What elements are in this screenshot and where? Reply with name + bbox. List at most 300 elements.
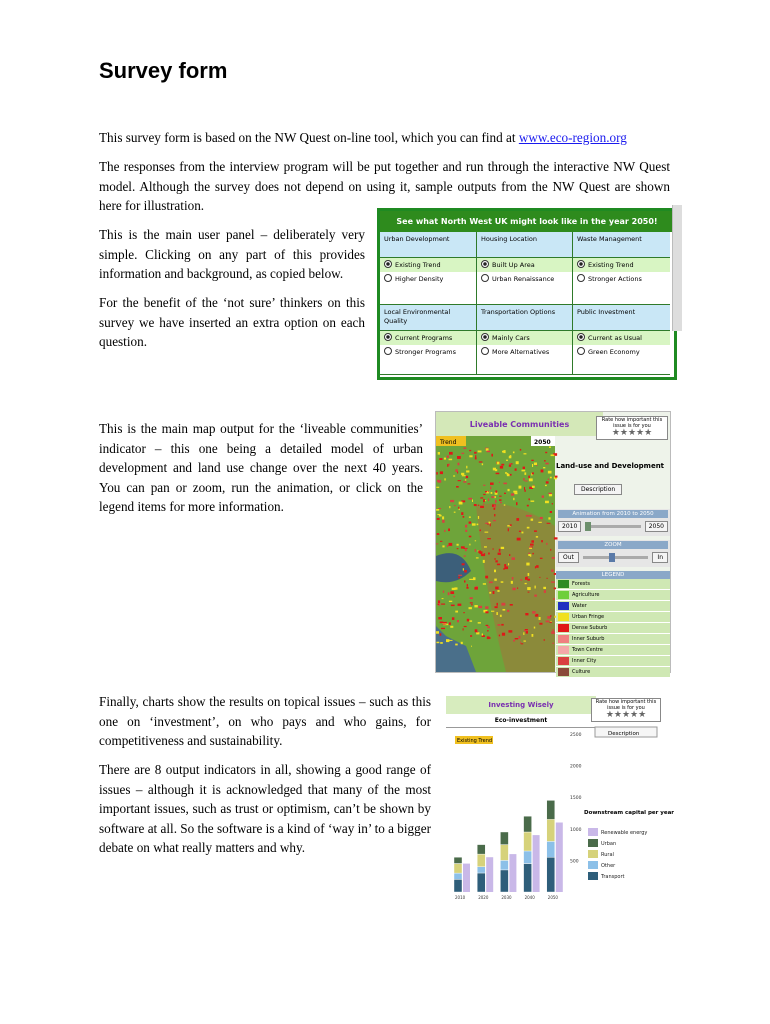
- x-tick-label: 2030: [501, 895, 512, 900]
- panel-option-2-label: Stronger Programs: [395, 348, 456, 356]
- bar-segment: [477, 854, 485, 867]
- map-urban-patch: [458, 577, 460, 579]
- map-urban-patch: [524, 487, 525, 490]
- map-urban-patch: [442, 520, 444, 523]
- map-urban-patch: [456, 486, 459, 488]
- map-urban-patch: [532, 553, 533, 554]
- legend-swatch: [558, 668, 569, 676]
- map-urban-patch: [475, 455, 476, 458]
- panel-cell[interactable]: [380, 305, 477, 375]
- map-urban-patch: [485, 606, 488, 609]
- panel-option-2[interactable]: [380, 345, 476, 359]
- panel-option-1[interactable]: [380, 258, 476, 272]
- map-urban-patch: [475, 629, 478, 632]
- radio-selected-icon[interactable]: [577, 260, 585, 268]
- map-urban-patch: [447, 464, 448, 467]
- bar-segment: [454, 879, 462, 892]
- map-urban-patch: [507, 610, 509, 612]
- map-urban-patch: [477, 631, 478, 632]
- intro-paragraph: [99, 128, 679, 148]
- panel-cell-label[interactable]: Waste Management: [573, 232, 670, 258]
- legend-item[interactable]: [556, 579, 670, 590]
- map-urban-patch: [551, 455, 555, 457]
- map-urban-patch: [513, 640, 515, 642]
- map-urban-patch: [483, 583, 486, 585]
- bar-segment: [454, 873, 462, 879]
- map-urban-patch: [459, 509, 460, 510]
- chart-legend-swatch[interactable]: [588, 861, 598, 869]
- map-urban-patch: [439, 458, 442, 460]
- map-urban-patch: [478, 606, 482, 608]
- zoom-slider[interactable]: [583, 556, 649, 559]
- bar-renewable: [486, 857, 493, 892]
- map-output: [435, 411, 671, 673]
- radio-icon[interactable]: [577, 274, 585, 282]
- panel-cell[interactable]: [477, 232, 573, 305]
- map-urban-patch: [544, 460, 546, 461]
- map-urban-patch: [440, 471, 443, 474]
- map-urban-patch: [438, 617, 442, 620]
- panel-option-1-label: Mainly Cars: [492, 334, 530, 342]
- map-urban-patch: [468, 498, 472, 500]
- map-urban-patch: [500, 615, 502, 617]
- map-urban-patch: [443, 622, 447, 623]
- map-urban-patch: [493, 548, 494, 549]
- map-urban-patch: [503, 483, 507, 485]
- map-urban-patch: [546, 543, 547, 545]
- map-urban-patch: [458, 604, 462, 606]
- map-urban-patch: [503, 609, 506, 611]
- map-urban-patch: [436, 543, 438, 544]
- bar-renewable: [509, 854, 516, 892]
- map-urban-patch: [436, 487, 439, 488]
- x-tick-label: 2020: [478, 895, 489, 900]
- user-panel: [377, 208, 677, 380]
- map-urban-patch: [479, 551, 482, 554]
- map-urban-patch: [468, 483, 471, 484]
- map-urban-patch: [544, 590, 546, 593]
- map-urban-patch: [531, 460, 533, 461]
- map-urban-patch: [436, 509, 439, 511]
- map-urban-patch: [508, 528, 509, 531]
- radio-selected-icon[interactable]: [384, 333, 392, 341]
- map-urban-patch: [511, 581, 513, 584]
- map-rating-text: Rate how important this issue is for you: [601, 417, 663, 429]
- map-urban-patch: [448, 529, 450, 532]
- map-urban-patch: [478, 516, 479, 519]
- map-urban-patch: [495, 560, 497, 562]
- map-urban-patch: [438, 452, 440, 455]
- radio-selected-icon[interactable]: [577, 333, 585, 341]
- radio-icon[interactable]: [577, 347, 585, 355]
- map-urban-patch: [501, 547, 504, 549]
- legend-item[interactable]: [556, 590, 670, 601]
- map-urban-patch: [457, 620, 459, 622]
- map-urban-patch: [478, 505, 479, 506]
- legend-item[interactable]: [556, 656, 670, 667]
- zoom-in-button[interactable]: In: [652, 552, 668, 563]
- legend-label: Dense Suburb: [572, 625, 608, 631]
- map-paragraph: This is the main map output for the ‘liveable communities’ indicator – this one being a detailed model of urban development and land use change over the next 40 years. You can pan or zoom, run the animation, or click on the legend items for more information.: [99, 421, 423, 514]
- map-urban-patch: [449, 459, 453, 461]
- map-urban-patch: [470, 620, 473, 621]
- map-rating-stars[interactable]: ★★★★★: [611, 428, 653, 438]
- map-urban-patch: [441, 628, 445, 629]
- map-side-panel: [556, 438, 670, 675]
- chart-rating-stars[interactable]: ★★★★★: [605, 710, 647, 720]
- map-urban-patch: [523, 467, 525, 470]
- map-urban-patch: [480, 506, 484, 508]
- map-urban-patch: [438, 600, 440, 603]
- map-urban-patch: [526, 515, 529, 517]
- map-urban-patch: [478, 622, 481, 624]
- map-urban-patch: [446, 624, 448, 626]
- map-urban-patch: [469, 607, 472, 609]
- legend-bar: LEGEND: [556, 571, 670, 579]
- land-use-map[interactable]: [436, 436, 555, 672]
- map-urban-patch: [450, 500, 454, 502]
- map-urban-patch: [539, 577, 540, 578]
- map-urban-patch: [534, 463, 537, 466]
- chart-canvas: [438, 694, 675, 904]
- chart-title: Investing Wisely: [446, 696, 596, 714]
- map-urban-patch: [488, 491, 489, 493]
- panel-option-1[interactable]: [573, 258, 670, 272]
- map-urban-patch: [458, 575, 462, 576]
- radio-selected-icon[interactable]: [384, 260, 392, 268]
- map-urban-patch: [444, 478, 445, 480]
- map-urban-patch: [487, 636, 490, 639]
- map-urban-patch: [520, 449, 521, 451]
- chart-rating-text: Rate how important this issue is for you: [595, 699, 657, 711]
- chart-subtitle: Eco-investment: [446, 714, 596, 728]
- map-urban-patch: [535, 566, 536, 568]
- map-urban-patch: [494, 579, 497, 581]
- not-sure-paragraph: For the benefit of the ‘not sure’ thinkers on this survey we have inserted an extra option on each question.: [99, 295, 365, 349]
- intro-text: This survey form is based on the NW Quest on-line tool, which you can find at: [99, 130, 519, 145]
- map-urban-patch: [469, 579, 473, 580]
- map-urban-patch: [550, 622, 552, 623]
- zoom-box: [556, 540, 670, 567]
- map-rating-box: [596, 416, 668, 440]
- map-urban-patch: [488, 553, 490, 555]
- animation-box: [556, 509, 670, 536]
- map-urban-patch: [464, 555, 466, 556]
- map-urban-patch: [473, 577, 476, 580]
- legend-item[interactable]: [556, 634, 670, 645]
- map-urban-patch: [547, 578, 548, 579]
- panel-option-2[interactable]: [380, 272, 476, 286]
- panel-option-2[interactable]: [573, 272, 670, 286]
- map-urban-patch: [461, 642, 463, 644]
- panel-cell[interactable]: [380, 232, 477, 305]
- panel-option-1-label: Existing Trend: [588, 261, 634, 269]
- map-urban-patch: [551, 581, 555, 582]
- map-urban-patch: [470, 602, 473, 603]
- map-urban-patch: [550, 549, 551, 551]
- chart-legend-swatch[interactable]: [588, 850, 598, 858]
- map-urban-patch: [442, 516, 444, 519]
- legend-swatch: [558, 591, 569, 599]
- legend-item[interactable]: [556, 623, 670, 634]
- map-urban-patch: [455, 644, 458, 646]
- map-urban-patch: [470, 635, 472, 637]
- map-urban-patch: [506, 460, 508, 461]
- map-urban-patch: [535, 586, 536, 589]
- map-urban-patch: [501, 603, 505, 606]
- bar-segment: [454, 864, 462, 874]
- map-urban-patch: [499, 549, 501, 552]
- radio-selected-icon[interactable]: [481, 260, 489, 268]
- map-urban-patch: [490, 523, 491, 526]
- map-urban-patch: [465, 548, 467, 551]
- y-tick-label: 1500: [570, 796, 582, 802]
- investment-chart: [438, 694, 675, 904]
- radio-icon[interactable]: [481, 347, 489, 355]
- zoom-out-button[interactable]: Out: [558, 552, 579, 563]
- map-urban-patch: [505, 472, 507, 474]
- map-urban-patch: [436, 472, 438, 475]
- map-urban-patch: [487, 626, 490, 628]
- map-urban-patch: [544, 639, 545, 641]
- chart-legend-swatch[interactable]: [588, 872, 598, 880]
- map-urban-patch: [483, 499, 485, 502]
- bar-segment: [547, 819, 555, 841]
- legend-swatch: [558, 657, 569, 665]
- map-urban-patch: [446, 639, 449, 642]
- legend-swatch: [558, 646, 569, 654]
- map-urban-patch: [455, 611, 458, 613]
- map-urban-patch: [530, 544, 534, 546]
- map-urban-patch: [532, 611, 535, 614]
- chart-legend-label: Rural: [601, 852, 614, 858]
- chart-legend-swatch[interactable]: [588, 839, 598, 847]
- legend-label: Urban Fringe: [572, 614, 605, 620]
- map-urban-patch: [458, 458, 460, 459]
- map-urban-patch: [495, 587, 498, 590]
- map-urban-patch: [475, 549, 476, 552]
- panel-paragraph: This is the main user panel – deliberately very simple. Clicking on any part of this provides information and background, as copied below.: [99, 227, 365, 281]
- map-urban-patch: [440, 642, 443, 644]
- indicators-paragraph: There are 8 output indicators in all, showing a good range of issues – although it is acknowledged that many of the most important issues, such as trust or optimism, can’t be shown by software at all. So the software is a kind of ‘way in’ to a bigger debate on what really matters and why.: [99, 762, 431, 855]
- panel-option-2[interactable]: [573, 345, 670, 359]
- legend-label: Inner City: [572, 658, 597, 664]
- map-urban-patch: [543, 587, 546, 589]
- panel-option-2-label: Higher Density: [395, 275, 444, 283]
- map-urban-patch: [536, 536, 538, 538]
- map-urban-patch: [485, 491, 487, 492]
- map-urban-patch: [512, 557, 515, 560]
- radio-icon[interactable]: [384, 347, 392, 355]
- map-urban-patch: [504, 566, 508, 569]
- panel-option-2[interactable]: [477, 272, 572, 286]
- map-urban-patch: [552, 557, 555, 559]
- panel-option-1[interactable]: [477, 331, 572, 345]
- map-urban-patch: [541, 470, 544, 473]
- map-urban-patch: [525, 583, 527, 584]
- map-urban-patch: [491, 454, 493, 457]
- map-urban-patch: [500, 502, 502, 504]
- chart-legend-swatch[interactable]: [588, 828, 598, 836]
- map-urban-patch: [490, 483, 494, 485]
- map-urban-patch: [454, 505, 456, 506]
- legend-swatch: [558, 635, 569, 643]
- panel-option-1[interactable]: [477, 258, 572, 272]
- map-urban-patch: [534, 627, 535, 629]
- map-urban-patch: [437, 518, 440, 520]
- map-urban-patch: [451, 605, 455, 607]
- map-urban-patch: [502, 633, 505, 636]
- panel-option-2[interactable]: [477, 345, 572, 359]
- map-urban-patch: [449, 640, 453, 641]
- map-urban-patch: [528, 573, 530, 576]
- map-urban-patch: [465, 479, 466, 480]
- map-urban-patch: [463, 568, 464, 570]
- legend-item[interactable]: [556, 645, 670, 656]
- map-urban-patch: [548, 479, 549, 480]
- charts-paragraph: Finally, charts show the results on topical issues – such as this one on ‘investment’, on who pays and who gains, for competitiveness and sustainability.: [99, 694, 431, 748]
- map-urban-patch: [480, 530, 481, 532]
- map-urban-patch: [528, 554, 530, 556]
- map-urban-patch: [486, 625, 489, 626]
- map-urban-patch: [463, 516, 465, 518]
- bar-segment: [477, 873, 485, 892]
- map-urban-patch: [466, 587, 468, 589]
- legend-item[interactable]: [556, 667, 670, 678]
- map-urban-patch: [465, 530, 467, 532]
- map-urban-patch: [437, 480, 441, 482]
- map-urban-patch: [485, 576, 488, 579]
- map-urban-patch: [485, 532, 489, 533]
- y-tick-label: 2000: [570, 764, 582, 770]
- map-urban-patch: [528, 592, 530, 593]
- map-description-button[interactable]: Description: [574, 484, 622, 495]
- map-urban-patch: [523, 632, 524, 635]
- map-urban-patch: [496, 612, 498, 615]
- map-urban-patch: [493, 591, 495, 594]
- map-urban-patch: [459, 502, 463, 505]
- map-urban-patch: [469, 450, 471, 451]
- map-urban-patch: [497, 603, 498, 606]
- bar-segment: [547, 800, 555, 819]
- map-urban-patch: [457, 548, 459, 549]
- map-urban-patch: [553, 598, 555, 600]
- bar-segment: [477, 845, 485, 855]
- panel-cell[interactable]: [573, 232, 670, 305]
- map-urban-patch: [517, 587, 518, 589]
- animation-to-year[interactable]: 2050: [645, 521, 668, 532]
- map-urban-patch: [449, 622, 451, 625]
- map-urban-patch: [494, 505, 496, 507]
- map-urban-patch: [441, 604, 445, 605]
- map-urban-patch: [531, 540, 534, 542]
- panel-option-1-label: Current as Usual: [588, 334, 642, 342]
- chart-legend-label: Renewable energy: [601, 830, 648, 836]
- map-urban-patch: [519, 486, 522, 489]
- map-urban-patch: [503, 450, 505, 453]
- map-urban-patch: [447, 456, 449, 458]
- map-urban-patch: [548, 471, 552, 474]
- map-urban-patch: [467, 619, 469, 622]
- animation-from-year[interactable]: 2010: [558, 521, 581, 532]
- chart-description-label: Description: [608, 731, 640, 737]
- panel-option-1[interactable]: [573, 331, 670, 345]
- map-urban-patch: [545, 463, 548, 465]
- map-urban-patch: [516, 502, 518, 505]
- legend-item[interactable]: [556, 612, 670, 623]
- map-urban-patch: [504, 504, 506, 505]
- panel-scrollbar[interactable]: [672, 205, 682, 331]
- bar-renewable: [533, 835, 540, 892]
- map-urban-patch: [466, 476, 468, 478]
- panel-cell-label[interactable]: Housing Location: [477, 232, 572, 258]
- map-urban-patch: [553, 629, 554, 631]
- map-urban-patch: [437, 604, 439, 605]
- map-urban-patch: [538, 522, 541, 523]
- map-urban-patch: [482, 463, 483, 465]
- map-urban-patch: [487, 538, 491, 539]
- map-urban-patch: [521, 643, 524, 644]
- legend-label: Agriculture: [572, 592, 600, 598]
- radio-icon[interactable]: [384, 274, 392, 282]
- legend-label: Forests: [572, 581, 590, 587]
- map-urban-patch: [438, 508, 441, 509]
- chart-legend-label: Transport: [601, 874, 625, 880]
- map-urban-patch: [496, 473, 500, 475]
- panel-cell-label[interactable]: Urban Development: [380, 232, 476, 258]
- panel-cell[interactable]: [477, 305, 573, 375]
- bar-segment: [524, 816, 532, 832]
- map-urban-patch: [494, 558, 495, 560]
- radio-icon[interactable]: [481, 274, 489, 282]
- chart-legend-title: Downstream capital per year: [584, 810, 675, 816]
- legend-label: Town Centre: [572, 647, 603, 653]
- map-urban-patch: [545, 452, 547, 453]
- panel-cell-label[interactable]: Public Investment: [573, 305, 670, 331]
- map-urban-patch: [461, 546, 465, 548]
- map-urban-patch: [529, 498, 530, 500]
- map-urban-patch: [528, 476, 530, 479]
- map-urban-patch: [512, 588, 515, 591]
- map-urban-patch: [532, 464, 533, 467]
- panel-cell[interactable]: [573, 305, 670, 375]
- legend-item[interactable]: [556, 601, 670, 612]
- panel-cell-label[interactable]: Local Environmental Quality: [380, 305, 476, 331]
- bar-segment: [500, 860, 508, 870]
- map-urban-patch: [482, 634, 483, 636]
- map-urban-patch: [494, 508, 496, 510]
- map-urban-patch: [462, 563, 465, 565]
- eco-region-link[interactable]: www.eco-region.org: [518, 130, 627, 145]
- map-urban-patch: [469, 544, 470, 546]
- map-urban-patch: [546, 621, 550, 623]
- map-urban-patch: [489, 582, 493, 584]
- map-urban-patch: [449, 506, 450, 508]
- y-tick-label: 500: [570, 859, 579, 865]
- map-urban-patch: [469, 536, 472, 538]
- panel-cell-label[interactable]: Transportation Options: [477, 305, 572, 331]
- animation-slider[interactable]: [585, 525, 640, 528]
- map-urban-patch: [483, 494, 485, 495]
- x-tick-label: 2050: [547, 895, 558, 900]
- radio-selected-icon[interactable]: [481, 333, 489, 341]
- y-tick-label: 2500: [570, 733, 582, 738]
- map-urban-patch: [466, 466, 467, 469]
- map-urban-patch: [514, 493, 517, 495]
- panel-option-1[interactable]: [380, 331, 476, 345]
- panel-option-2-label: More Alternatives: [492, 348, 550, 356]
- map-urban-patch: [550, 477, 552, 479]
